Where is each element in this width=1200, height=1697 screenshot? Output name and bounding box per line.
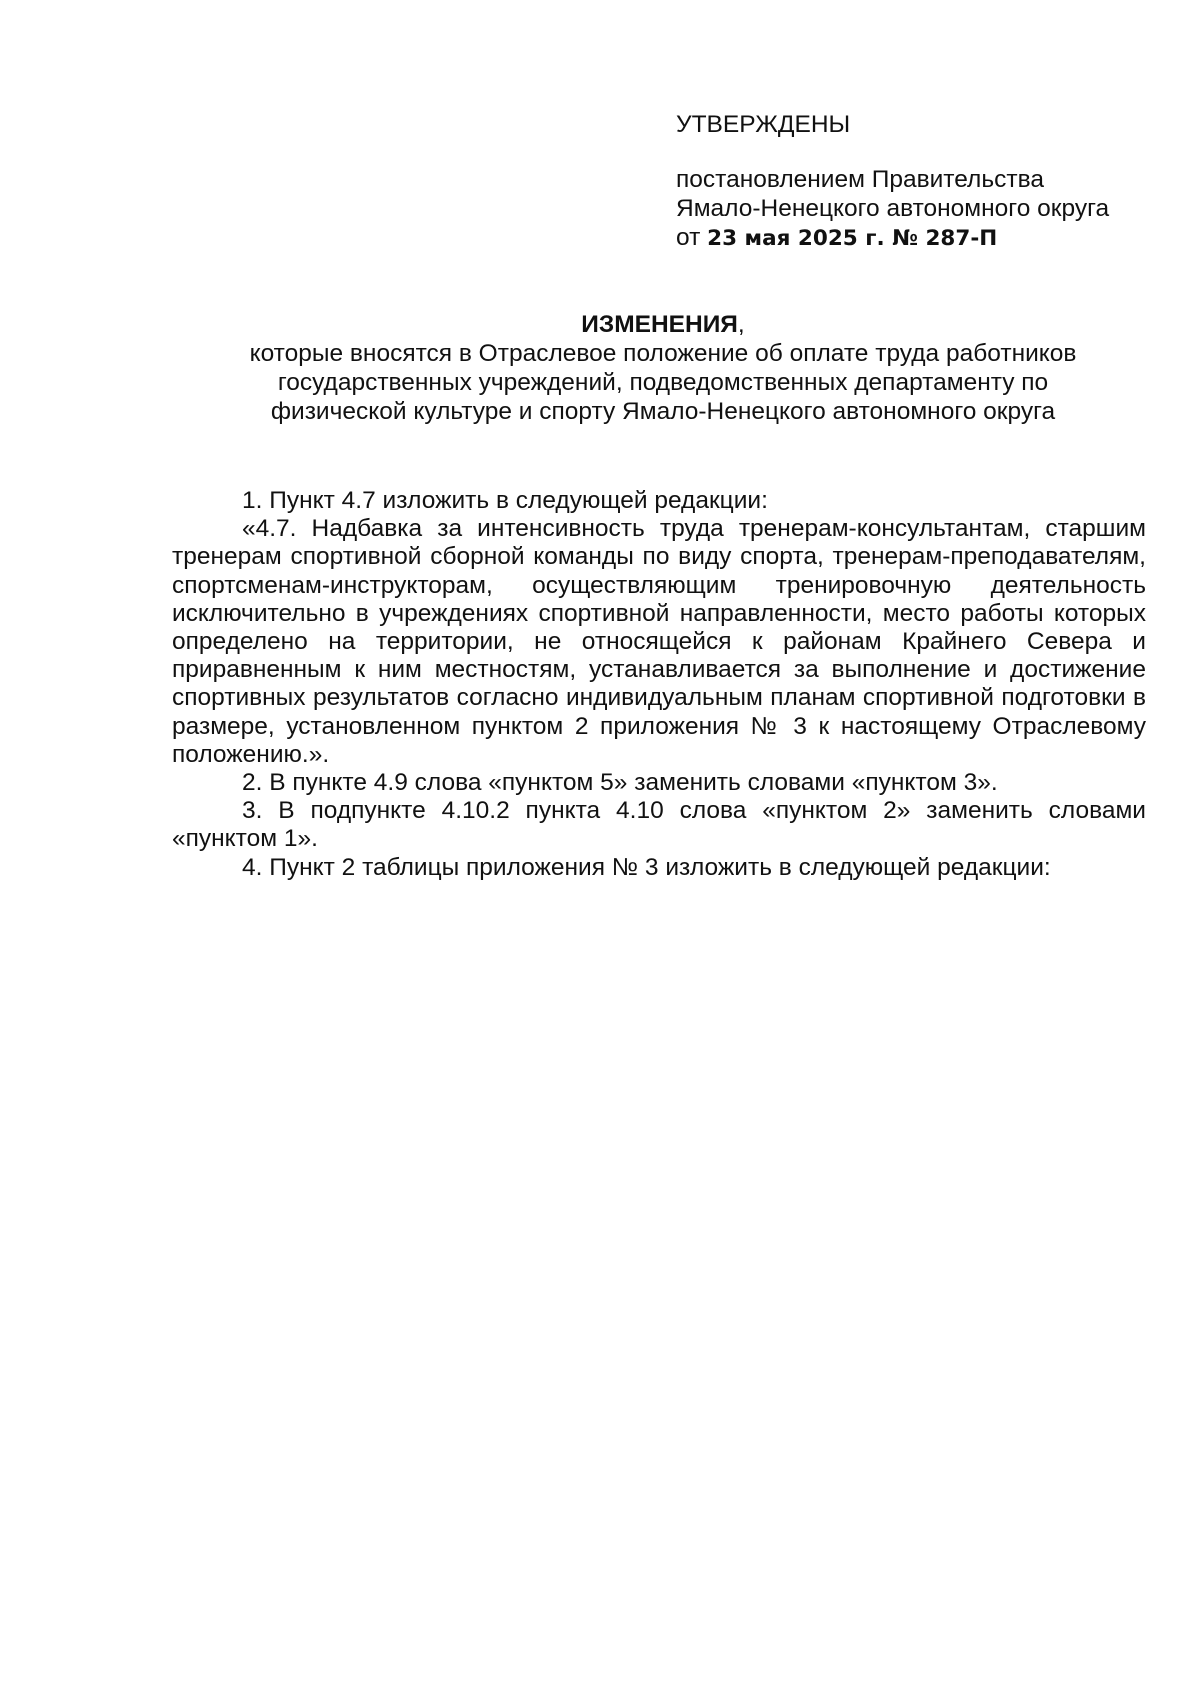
document-title xyxy=(172,310,1154,339)
document-title-text: ИЗМЕНЕНИЯ xyxy=(581,311,738,338)
approved-heading: УТВЕРЖДЕНЫ xyxy=(676,111,851,138)
document-title-block xyxy=(172,310,1154,426)
approval-date-prefix: от xyxy=(676,224,708,251)
document-subtitle: которые вносятся в Отраслевое положение об оплате труда работников государственных учреждений, подведомственных департаменту по физической культуре и спорту Ямало-Ненецкого автономного округа xyxy=(249,340,1077,425)
approval-stamp xyxy=(676,110,1146,253)
approval-date-line xyxy=(676,223,1146,253)
document-title-comma: , xyxy=(737,311,745,338)
approval-line-resolution: постановлением Правительства xyxy=(676,166,1044,193)
amendment-item-1: 1. Пункт 4.7 изложить в следующей редакции: xyxy=(242,487,768,514)
approval-line-government: Ямало-Ненецкого автономного округа xyxy=(676,195,1110,222)
approval-date-number: 23 мая 2025 г. № 287-П xyxy=(707,226,998,251)
amendment-item-1-quote: «4.7. Надбавка за интенсивность труда тренерам-консультантам, старшим тренерам спортивной сборной команды по виду спорта, тренерам-преподавателям, спортсменам-инструкторам, осуществляющим тренировочную деятельность исключительно в учреждениях спортивной направленности, место работы которых определено на территории, не относящейся к районам Крайнего Севера и приравненным к ним местностям, устанавливается за выполнение и достижение спортивных результатов согласно индивидуальным планам спортивной подготовки в размере, установленном пунктом 2 приложения № 3 к настоящему Отраслевому положению.». xyxy=(172,515,1146,768)
amendment-item-3: 3. В подпункте 4.10.2 пункта 4.10 слова «пунктом 2» заменить словами «пунктом 1». xyxy=(172,797,1146,853)
amendment-item-2: 2. В пункте 4.9 слова «пунктом 5» заменить словами «пунктом 3». xyxy=(242,769,998,797)
amendment-item-4: 4. Пункт 2 таблицы приложения № 3 изложить в следующей редакции: xyxy=(242,853,1051,881)
document-body xyxy=(172,487,1146,882)
